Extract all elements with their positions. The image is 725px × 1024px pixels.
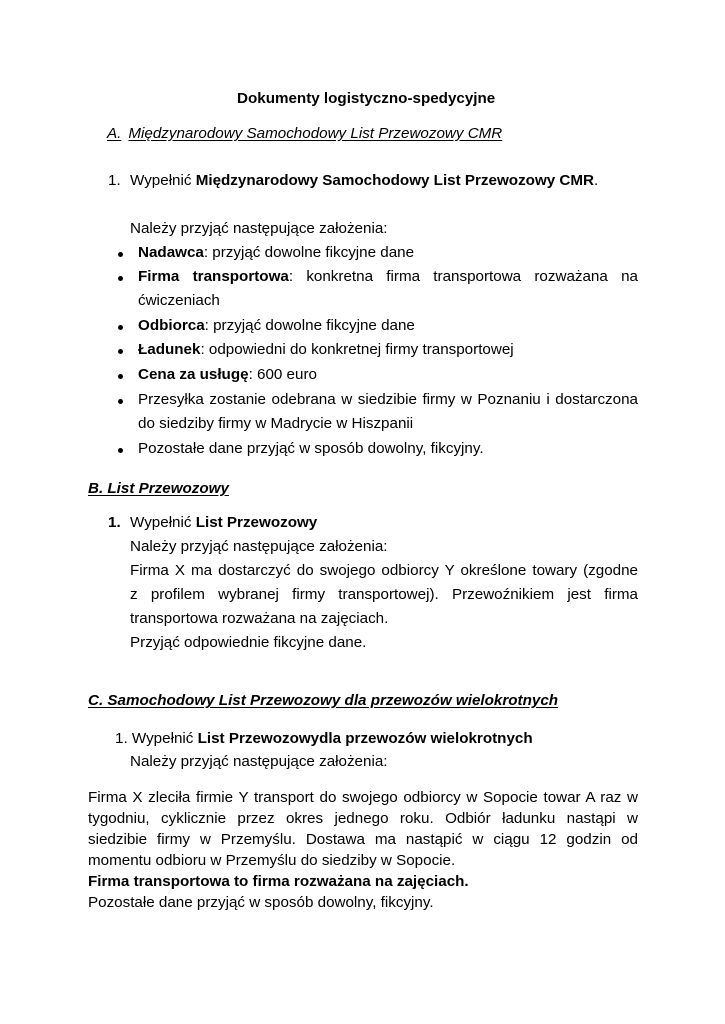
section-b-heading: B. List Przewozowy [88,480,229,497]
section-c-task-bold: List Przewozowydla przewozów wielokrotnych [197,730,533,747]
section-a-task-bold: Międzynarodowy Samochodowy List Przewozowy CMR [195,172,595,189]
section-a-task-suffix: . [594,172,599,189]
bullet-item: Nadawca: przyjąć dowolne fikcyjne dane [138,244,415,261]
section-a-heading [107,125,502,142]
section-c-bold-line: Firma transportowa to firma rozważana na zajęciach. [88,873,469,890]
bullet-item-continuation: ćwiczeniach [138,292,220,309]
bullet-item: Pozostałe dane przyjąć w sposób dowolny, fikcyjny. [138,440,484,457]
section-c-last-line: Pozostałe dane przyjąć w sposób dowolny, fikcyjny. [88,894,434,911]
section-b-task-number: 1. [108,514,121,531]
section-c-paragraph-line: momentu odbioru w Przemyślu do siedziby w Sopocie. [88,852,456,869]
section-c-paragraph-line: Firma X zleciła firmie Y transport do swojego odbiorcy w Sopocie towar A raz w [88,789,638,806]
page-title: Dokumenty logistyczno-spedycyjne [237,90,496,107]
bullet-item: Ładunek: odpowiedni do konkretnej firmy transportowej [138,341,514,358]
section-b-task-prefix: Wypełnić [130,514,196,531]
section-c-task [115,730,533,747]
bullet-dot [118,325,123,330]
section-b-assumptions: Należy przyjąć następujące założenia: [130,538,388,555]
section-b-task-bold: List Przewozowy [195,514,318,531]
section-a-task-prefix: Wypełnić [130,172,196,189]
bullet-dot [118,448,123,453]
section-a-heading-num: A. [107,125,122,142]
section-b-line: Przyjąć odpowiednie fikcyjne dane. [130,634,367,651]
section-a-task-number: 1. [108,172,121,189]
bullet-item: Cena za usługę: 600 euro [138,366,317,383]
bullet-item: Przesyłka zostanie odebrana w siedzibie firmy w Poznaniu i dostarczona [138,391,638,408]
section-b-line: Firma X ma dostarczyć do swojego odbiorcy Y określone towary (zgodne [130,562,638,579]
section-c-paragraph-line: tygodniu, cyklicznie przez okres jednego roku. Odbiór ładunku nastąpi w [88,810,638,827]
section-b-line: transportowa rozważana na zajęciach. [130,610,389,627]
bullet-dot [118,276,123,281]
bullet-item: Odbiorca: przyjąć dowolne fikcyjne dane [138,317,415,334]
bullet-dot [118,349,123,354]
bullet-dot [118,374,123,379]
section-b-task [130,514,317,531]
section-c-heading: C. Samochodowy List Przewozowy dla przewozów wielokrotnych [88,692,559,709]
section-c-paragraph-line: siedzibie firmy w Przemyślu. Dostawa ma nastąpić w ciągu 12 godzin od [88,831,638,848]
section-a-task [130,172,598,189]
bullet-dot [118,399,123,404]
section-a-heading-text: Międzynarodowy Samochodowy List Przewozowy CMR [128,125,503,142]
section-c-assumptions: Należy przyjąć następujące założenia: [130,753,388,770]
section-b-line: z profilem wybranej firmy transportowej). Przewoźnikiem jest firma [130,586,638,603]
bullet-dot [118,252,123,257]
section-c-task-prefix: 1. Wypełnić [115,730,198,747]
section-a-assumptions: Należy przyjąć następujące założenia: [130,220,388,237]
bullet-item: Firma transportowa: konkretna firma transportowa rozważana na [138,268,638,285]
bullet-item-continuation: do siedziby firmy w Madrycie w Hiszpanii [138,415,414,432]
